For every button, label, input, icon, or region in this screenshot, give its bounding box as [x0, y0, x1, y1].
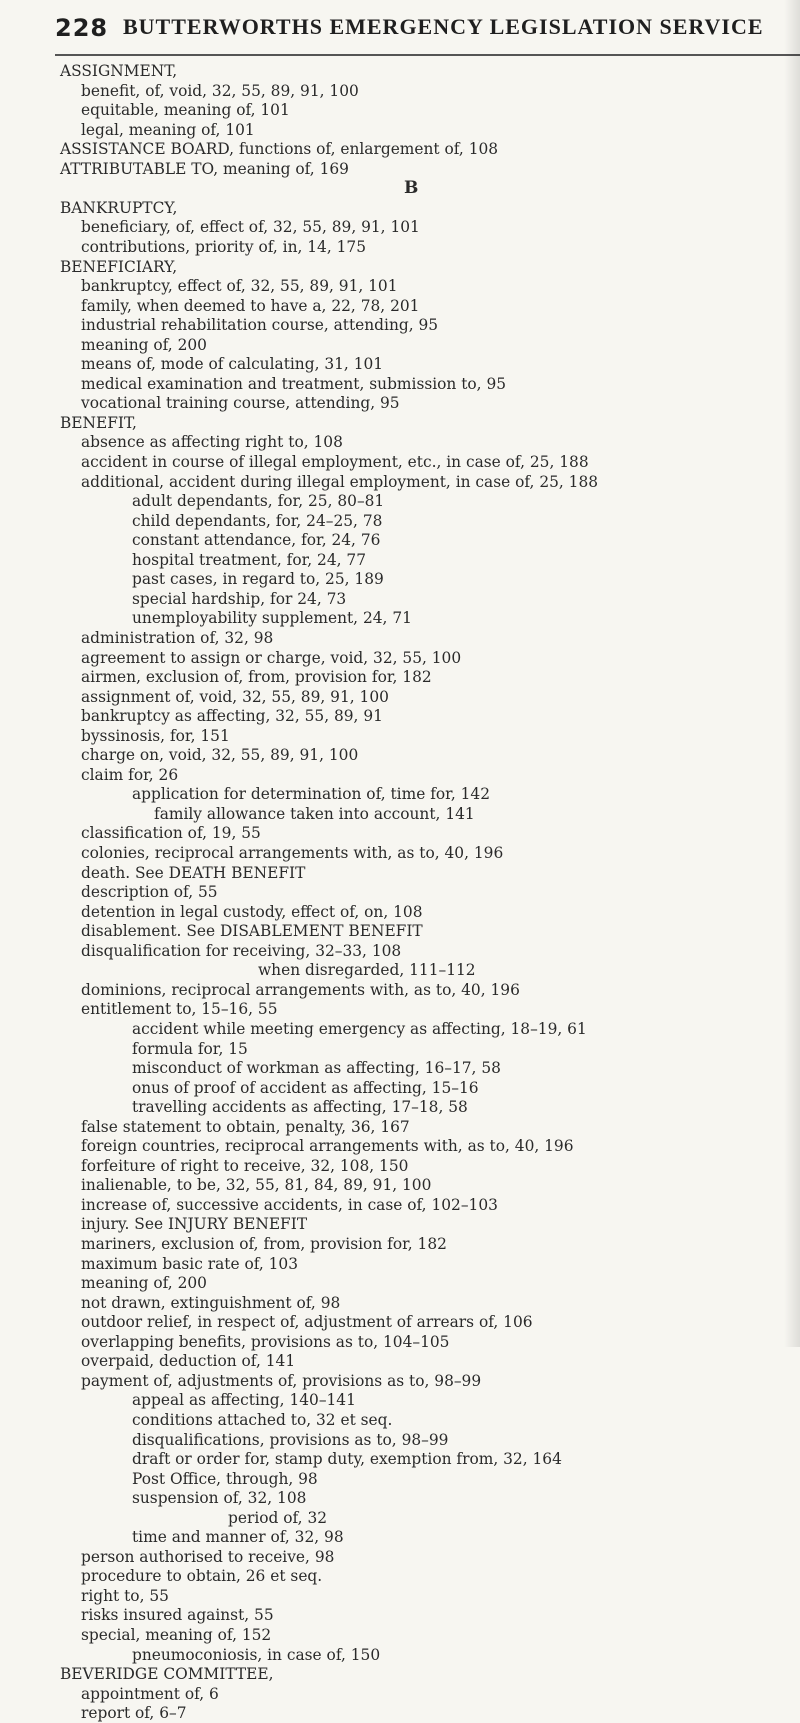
index-entry: constant attendance, for, 24, 76	[132, 531, 381, 550]
index-entry: false statement to obtain, penalty, 36, 167	[81, 1117, 410, 1136]
index-entry: ASSISTANCE BOARD, functions of, enlargement of, 108	[60, 140, 499, 159]
index-entry: BENEFICIARY,	[60, 257, 178, 276]
index-entry: increase of, successive accidents, in case of, 102–103	[81, 1195, 498, 1214]
index-entry: appeal as affecting, 140–141	[132, 1391, 356, 1410]
header-rule	[55, 54, 800, 56]
index-entry: overlapping benefits, provisions as to, 104–105	[81, 1332, 450, 1351]
index-entry: not drawn, extinguishment of, 98	[81, 1293, 341, 1312]
index-entry: right to, 55	[81, 1586, 169, 1605]
index-entry: special, meaning of, 152	[81, 1626, 272, 1644]
index-entry: assignment of, void, 32, 55, 89, 91, 100	[81, 687, 389, 706]
index-entry: detention in legal custody, effect of, on, 108	[81, 902, 423, 921]
index-entry: disqualification for receiving, 32–33, 108	[81, 941, 402, 960]
index-entry: agreement to assign or charge, void, 32, 55, 100	[81, 648, 462, 667]
index-entry: maximum basic rate of, 103	[81, 1254, 299, 1273]
index-entry: meaning of, 200	[81, 335, 207, 354]
index-entry: unemployability supplement, 24, 71	[132, 609, 412, 628]
page-number: 228	[55, 14, 109, 42]
index-entry: BEVERIDGE COMMITTEE,	[60, 1665, 274, 1684]
index-entry: ASSIGNMENT,	[60, 62, 178, 80]
index-entry: Post Office, through, 98	[132, 1469, 318, 1488]
index-entry: legal, meaning of, 101	[81, 120, 255, 139]
index-entry: mariners, exclusion of, from, provision for, 182	[81, 1235, 447, 1253]
index-entry: dominions, reciprocal arrangements with, as to, 40, 196	[81, 980, 520, 999]
index-entry: time and manner of, 32, 98	[132, 1528, 344, 1547]
index-entry: period of, 32	[228, 1508, 328, 1527]
section-letter: B	[404, 178, 419, 199]
index-entry: risks insured against, 55	[81, 1606, 274, 1625]
index-entry: procedure to obtain, 26 et seq.	[81, 1567, 323, 1586]
index-entry: absence as affecting right to, 108	[81, 433, 343, 452]
index-entry: BANKRUPTCY,	[60, 198, 178, 217]
index-entry: benefit, of, void, 32, 55, 89, 91, 100	[81, 81, 359, 100]
index-entry: accident in course of illegal employment, etc., in case of, 25, 188	[81, 453, 589, 471]
index-entry: beneficiary, of, effect of, 32, 55, 89, 91, 101	[81, 218, 420, 237]
index-entry: inalienable, to be, 32, 55, 81, 84, 89, 91, 100	[81, 1176, 432, 1195]
index-entry: disablement. See DISABLEMENT BENEFIT	[81, 922, 423, 941]
index-entry: suspension of, 32, 108	[132, 1489, 307, 1508]
index-entry: administration of, 32, 98	[81, 628, 274, 647]
index-entry: charge on, void, 32, 55, 89, 91, 100	[81, 746, 359, 765]
index-entry: person authorised to receive, 98	[81, 1547, 335, 1566]
index-entry: application for determination of, time for, 142	[132, 785, 490, 804]
index-entry: additional, accident during illegal employment, in case of, 25, 188	[81, 472, 599, 491]
running-title: BUTTERWORTHS EMERGENCY LEGISLATION SERVICE	[123, 14, 764, 39]
running-header	[55, 0, 795, 42]
index-entry: past cases, in regard to, 25, 189	[132, 570, 384, 589]
index-entry: family, when deemed to have a, 22, 78, 201	[81, 296, 420, 315]
index-entry: bankruptcy as affecting, 32, 55, 89, 91	[81, 707, 383, 726]
index-entry: hospital treatment, for, 24, 77	[132, 550, 366, 569]
index-entry: classification of, 19, 55	[81, 824, 261, 843]
index-entry: when disregarded, 111–112	[258, 961, 476, 980]
index-entry: overpaid, deduction of, 141	[81, 1352, 296, 1371]
index-entry: vocational training course, attending, 95	[81, 394, 400, 413]
page-edge-shadow	[784, 0, 800, 1347]
index-entry: equitable, meaning of, 101	[81, 101, 290, 120]
index-entry: special hardship, for 24, 73	[132, 589, 347, 608]
index-entry: claim for, 26	[81, 765, 179, 784]
index-entry: disqualifications, provisions as to, 98–99	[132, 1430, 449, 1449]
index-entry: payment of, adjustments of, provisions as to, 98–99	[81, 1371, 482, 1390]
index-entry: injury. See INJURY BENEFIT	[81, 1215, 308, 1234]
index-entry: ATTRIBUTABLE TO, meaning of, 169	[60, 159, 349, 178]
index-entry: forfeiture of right to receive, 32, 108, 150	[81, 1156, 409, 1175]
index-entry: contributions, priority of, in, 14, 175	[81, 237, 367, 256]
index-entry: BENEFIT,	[60, 413, 137, 432]
index-entry: adult dependants, for, 25, 80–81	[132, 492, 385, 511]
index-entry: family allowance taken into account, 141	[154, 804, 475, 823]
index-entry: bankruptcy, effect of, 32, 55, 89, 91, 101	[81, 277, 398, 296]
index-entry: misconduct of workman as affecting, 16–17, 58	[132, 1059, 501, 1078]
index-entry: airmen, exclusion of, from, provision for, 182	[81, 668, 432, 687]
index-entry: report of, 6–7	[81, 1704, 187, 1723]
index-entry: means of, mode of calculating, 31, 101	[81, 355, 384, 374]
index-entry: pneumoconiosis, in case of, 150	[132, 1645, 381, 1664]
index-entry: industrial rehabilitation course, attending, 95	[81, 316, 439, 335]
index-entry: death. See DEATH BENEFIT	[81, 863, 306, 882]
index-entry: accident while meeting emergency as affecting, 18–19, 61	[132, 1019, 587, 1038]
index-entry: meaning of, 200	[81, 1274, 207, 1293]
index-entry: conditions attached to, 32 et seq.	[132, 1410, 393, 1429]
index-entry: outdoor relief, in respect of, adjustment of arrears of, 106	[81, 1313, 533, 1332]
index-entry: description of, 55	[81, 883, 218, 902]
index-entry: draft or order for, stamp duty, exemption from, 32, 164	[132, 1450, 562, 1469]
index-entry: byssinosis, for, 151	[81, 726, 230, 745]
index-entry: travelling accidents as affecting, 17–18, 58	[132, 1098, 468, 1117]
index-entry: onus of proof of accident as affecting, 15–16	[132, 1078, 479, 1097]
index-entry: formula for, 15	[132, 1039, 248, 1058]
index-entry: child dependants, for, 24–25, 78	[132, 511, 383, 530]
index-entry: medical examination and treatment, submission to, 95	[81, 374, 507, 393]
index-entry: entitlement to, 15–16, 55	[81, 1000, 278, 1019]
index-entry: foreign countries, reciprocal arrangements with, as to, 40, 196	[81, 1137, 574, 1156]
index-entry: appointment of, 6	[81, 1684, 219, 1703]
index-entry: colonies, reciprocal arrangements with, as to, 40, 196	[81, 844, 504, 862]
